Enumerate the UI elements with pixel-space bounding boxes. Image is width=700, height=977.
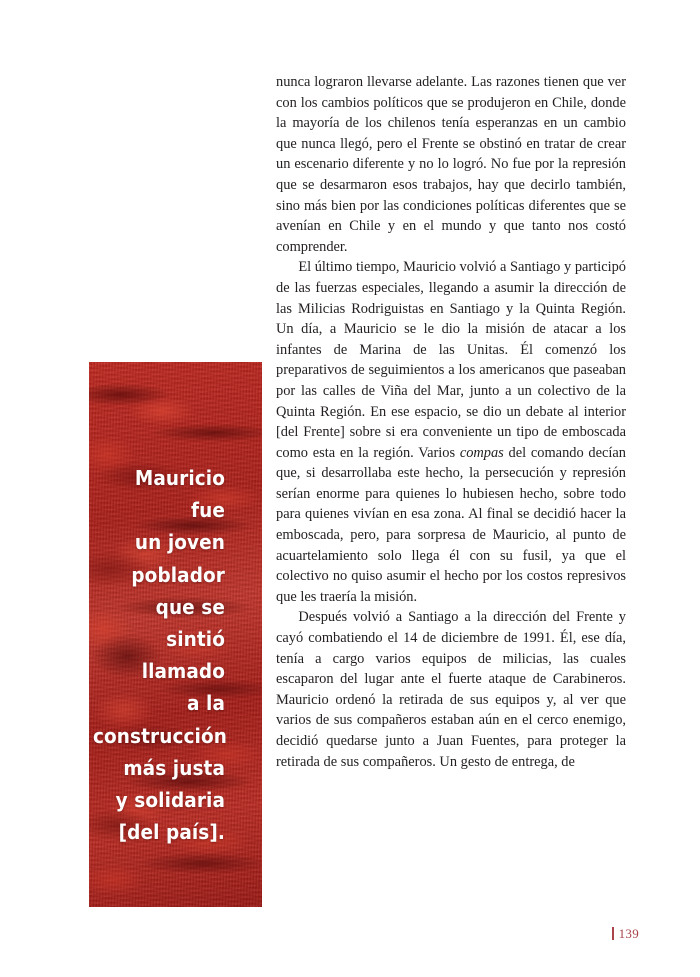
folio-rule-icon: [612, 927, 614, 940]
paragraph-continuation: nunca lograron llevarse adelante. Las razones tienen que ver con los cambios políticos que se produjeron en Chile, donde la mayoría de los chilenos tenía esperanzas en un cambio que nunca llegó, pero el Frente se obstinó en tratar de crear un escenario diferente y no lo logró. No fue por la represión que se desarmaron esos trabajos, hay que decirlo también, sino más bien por las condiciones políticas diferentes que se avenían en Chile y en el mundo y que tanto nos costó comprender.: [276, 74, 626, 255]
pullquote-line: Mauricio: [134, 466, 225, 490]
pullquote-line: que se: [155, 594, 225, 619]
pullquote-line: construcción: [93, 723, 227, 748]
body-text-column: [276, 72, 626, 772]
folio: [612, 927, 639, 940]
paragraph-text-part: del comando decían que, si desarrollaba este hecho, la persecución y represión serían enorme para quienes lo hubiesen hecho, sobre todo para quienes vivían en esa zona. Al final se decidió hacer la emboscada, pero, para sorpresa de Mauricio, al punto de acuartelamiento solo llega él con su fusil, ya que el colectivo no quiso asumir el hecho por los costos represivos que les traería la misión.: [276, 444, 626, 605]
pullquote-line: un joven: [134, 530, 225, 555]
paragraph-text-part: El último tiempo, Mauricio volvió a Santiago y participó de las fuerzas especiales, llegando a asumir la dirección de las Milicias Rodriguistas en Santiago y la Quinta Región. Un día, a Mauricio se le dio la misión de atacar a los infantes de Marina de las Unitas. Él comenzó los preparativos de seguimientos a los americanos que paseaban por las calles de Viña del Mar, junto a un colectivo de la Quinta Región. En ese espacio, se dio un debate al interior [del Frente] sobre si era conveniente un tipo de emboscada como esta en la región. Varios: [276, 259, 626, 461]
pullquote-panel: [89, 362, 262, 907]
pullquote-line: fue: [191, 498, 225, 523]
pullquote-line: más justa: [123, 755, 225, 780]
pullquote-line: sintió: [166, 627, 225, 652]
pullquote-line: a la: [186, 691, 225, 716]
pullquote-text: [93, 462, 225, 848]
pullquote-line: poblador: [131, 562, 225, 587]
pullquote-line: llamado: [141, 659, 225, 684]
paragraph-second: [276, 257, 626, 607]
page-number: 139: [618, 926, 639, 941]
emphasized-term: compas: [459, 444, 504, 461]
pullquote-line: [del país].: [118, 820, 225, 845]
paragraph-third: Después volvió a Santiago a la dirección del Frente y cayó combatiendo el 14 de diciembre de 1991. Él, ese día, tenía a cargo varios equipos de milicias, las cuales escaparon del lugar ante el fuerte ataque de Carabineros. Mauricio ordenó la retirada de sus equipos y, al ver que varios de sus compañeros estaban aún en el cerco enemigo, decidió quedarse junto a Juan Fuentes, para proteger la retirada de sus compañeros. Un gesto de entrega, de: [276, 609, 626, 770]
pullquote-line: y solidaria: [115, 788, 225, 813]
